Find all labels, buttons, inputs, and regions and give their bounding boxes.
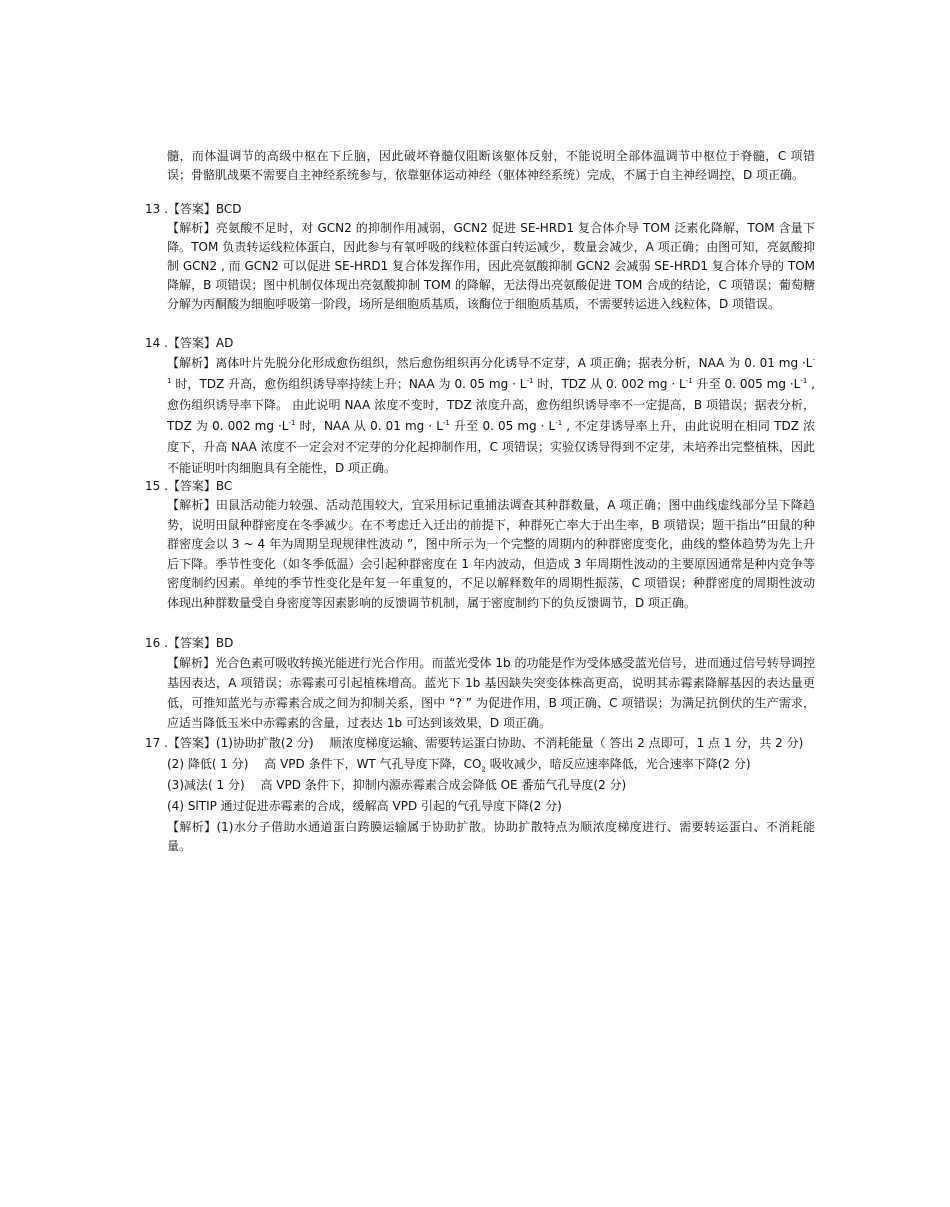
q14-analysis: 【解析】离体叶片先脱分化形成愈伤组织，然后愈伤组织再分化诱导不定芽，A 项正确；据表分析，NAA 为 0. 01 mg $\cdot L^{-1}$ 时，TDZ 升高，愈伤组织诱导率持续上升；NAA 为 0. 05 mg · $L^{-1}$ 时，TDZ 从 0. 002 mg · $L^{-1}$ 升至 0. 005 mg $\cdot L^{-1}$ , 愈伤组织诱导率下降。 由此说明 NAA 浓度不变时，TDZ 浓度升高，愈伤组织诱导率不一定提高，B 项错误；据表分析，TDZ 为 0. 002 mg $\cdot L^{-1}$ 时，NAA 从 0. 01 mg · $L^{-1}$ 升至 0. 05 mg · $L^{-1}$ , 不定芽诱导率上升，由此说明在相同 TDZ 浓度下，升高 NAA 浓度不一定会对不定芽的分化起抑制作用，C 项错误；实验仅诱导得到不定芽，未培养出完整植株，因此不能证明叶肉细胞具有全能性，D 项正确。: [167, 356, 815, 475]
q13-analysis: 【解析】亮氨酸不足时，对 GCN2 的抑制作用减弱，GCN2 促进 SE-HRD1 复合体介导 TOM 泛素化降解，TOM 含量下降。TOM 负责转运线粒体蛋白，因此参与有氧呼吸的线粒体蛋白转运减少，数量会减少，A 项正确；由图可知，亮氨酸抑制 GCN2 , 而 GCN2 可以促进 SE-HRD1 复合体发挥作用，因此亮氨酸抑制 GCN2 会减弱 SE-HRD1 复合体介导的 TOM 降解，B 项错误；图中机制仅体现出亮氨酸抑制 TOM 的降解，无法得出亮氨酸促进 TOM 合成的结论，C 项错误；葡萄糖分解为丙酮酸为细胞呼吸第一阶段，场所是细胞质基质，该酶位于细胞质基质，不需要转运进入线粒体，D 项错误。: [167, 221, 815, 311]
q14-answer: 14 .【答案】AD: [145, 336, 234, 350]
q16-analysis: 【解析】光合色素可吸收转换光能进行光合作用。而蓝光受体 1b 的功能是作为受体感受蓝光信号，进而通过信号转导调控基因表达，A 项错误；赤霉素可引起植株增高。蓝光下 1b 基因缺失突变体株高更高，说明其赤霉素降解基因的表达量更低，可推知蓝光与赤霉素合成之间为抑制关系，图中 “? ” 为促进作用，B 项正确、C 项错误；为满足抗倒伏的生产需求，应适当降低玉米中赤霉素的含量，过表达 1b 可达到该效果，D 项正确。: [167, 656, 815, 730]
q12-analysis-tail: 髓，而体温调节的高级中枢在下丘脑，因此破坏脊髓仅阻断该躯体反射，不能说明全部体温调节中枢位于脊髓，C 项错误；骨骼肌战栗不需要自主神经系统参与，依靠躯体运动神经（躯体神经系统）完成，不属于自主神经调控，D 项正确。: [167, 149, 815, 182]
question-13: [145, 200, 815, 314]
q12-continuation: [145, 147, 815, 185]
q17-answer-3: (3)减法( 1 分) 高 VPD 条件下，抑制内源赤霉素合成会降低 OE 番茄气孔导度(2 分): [167, 778, 627, 792]
q15-answer: 15 .【答案】BC: [145, 479, 233, 493]
q13-answer: 13 .【答案】BCD: [145, 202, 242, 216]
question-15: [145, 477, 815, 613]
q17-analysis: 【解析】(1)水分子借助水通道蛋白跨膜运输属于协助扩散。协助扩散特点为顺浓度梯度进行、需要转运蛋白、不消耗能量。: [167, 820, 815, 853]
question-14: [145, 334, 815, 479]
q15-analysis: 【解析】田鼠活动能力较强、活动范围较大，宜采用标记重捕法调查其种群数量，A 项正确；图中曲线虚线部分呈下降趋势，说明田鼠种群密度在冬季减少。在不考虑迁入迁出的前提下，种群死亡率大于出生率，B 项错误；题干指出“田鼠的种群密度会以 3 ~ 4 年为周期呈现规律性波动 ”，图中所示为一个完整的周期内的种群密度变化，曲线的整体趋势为先上升后下降。季节性变化（如冬季低温）会引起种群密度在 1 年内波动，但造成 3 年周期性波动的主要原因通常是种内竞争等密度制约因素。单纯的季节性变化是年复一年重复的，不足以解释数年的周期性振荡，C 项错误；种群密度的周期性波动体现出种群数量受自身密度等因素影响的反馈调节机制，属于密度制约下的负反馈调节，D 项正确。: [167, 498, 815, 610]
question-16: [145, 634, 815, 733]
q17-answer-4: (4) SlTIP 通过促进赤霉素的合成，缓解高 VPD 引起的气孔导度下降(2 分): [167, 799, 562, 813]
q17-answer-2: (2) 降低( 1 分) 高 VPD 条件下，WT 气孔导度下降，$CO_2$ 吸收减少，暗反应速率降低，光合速率下降(2 分): [167, 757, 751, 774]
q17-answer-1: 17 .【答案】(1)协助扩散(2 分) 顺浓度梯度运输、需要转运蛋白协助、不消耗能量（ 答出 2 点即可，1 点 1 分，共 2 分): [145, 736, 804, 750]
q16-answer: 16 .【答案】BD: [145, 636, 234, 650]
question-17: [145, 734, 815, 856]
